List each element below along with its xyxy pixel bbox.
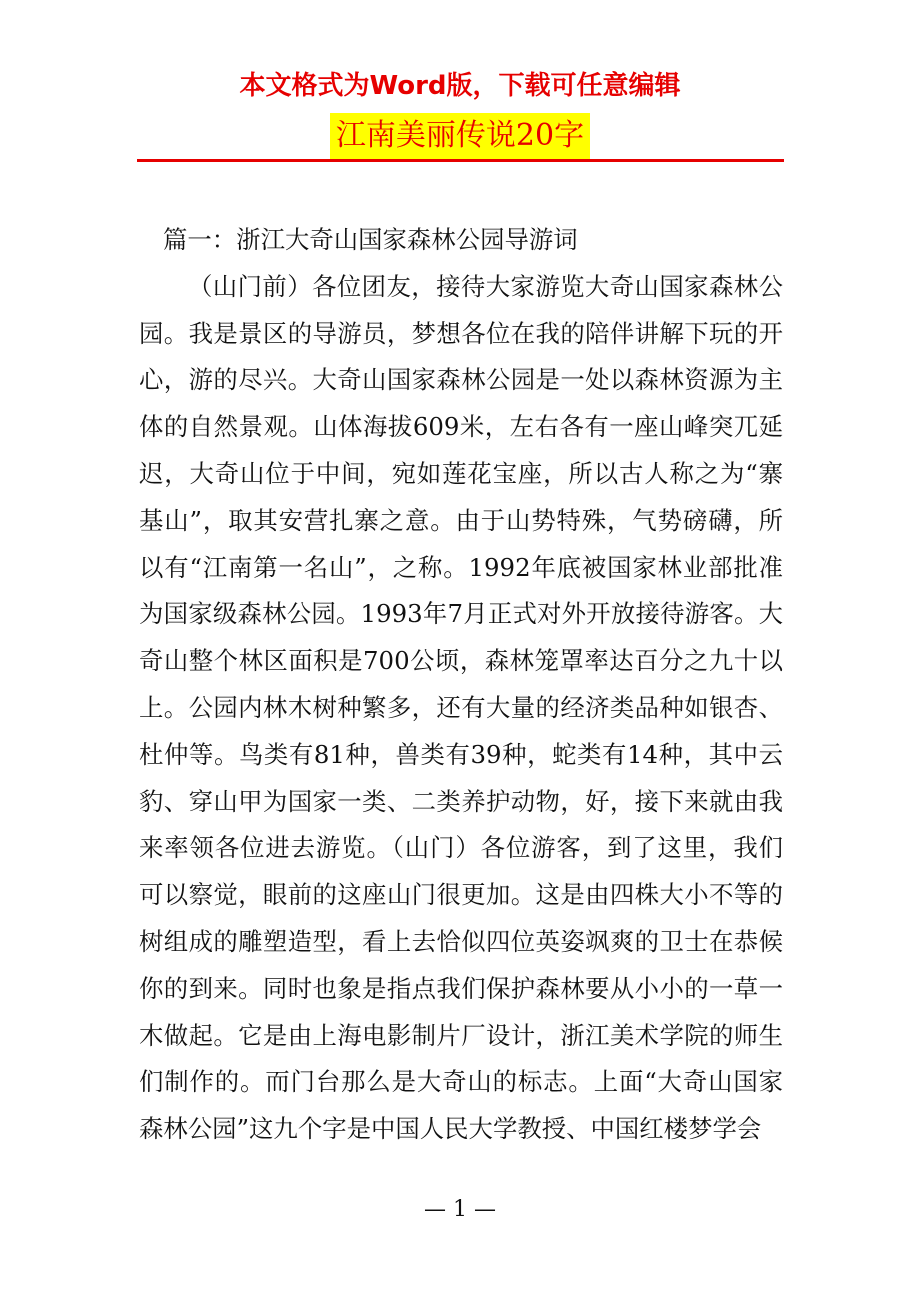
document-title: 江南美丽传说20字 xyxy=(330,113,590,159)
document-body xyxy=(139,217,783,1153)
section-heading: 篇一：浙江大奇山国家森林公园导游词 xyxy=(163,225,578,254)
title-divider xyxy=(137,159,784,162)
format-notice-banner: 本文格式为Word版，下载可任意编辑 xyxy=(239,71,681,101)
title-container xyxy=(0,113,920,159)
body-paragraph: （山门前）各位团友，接待大家游览大奇山国家森林公园。我是景区的导游员，梦想各位在我的陪伴讲解下玩的开心，游的尽兴。大奇山国家森林公园是一处以森林资源为主体的自然景观。山体海拔609米，左右各有一座山峰突兀延迟，大奇山位于中间，宛如莲花宝座，所以古人称之为“寨基山”，取其安营扎寨之意。由于山势特殊，气势磅礴，所以有“江南第一名山”，之称。1992年底被国家林业部批准为国家级森林公园。1993年7月正式对外开放接待游客。大奇山整个林区面积是700公顷，森林笼罩率达百分之九十以上。公园内林木树种繁多，还有大量的经济类品种如银杏、杜仲等。鸟类有81种，兽类有39种，蛇类有14种，其中云豹、穿山甲为国家一类、二类养护动物，好，接下来就由我来率领各位进去游览。（山门）各位游客，到了这里，我们可以察觉，眼前的这座山门很更加。这是由四株大小不等的树组成的雕塑造型，看上去恰似四位英姿飒爽的卫士在恭候你的到来。同时也象是指点我们保护森林要从小小的一草一木做起。它是由上海电影制片厂设计，浙江美术学院的师生们制作的。而门台那么是大奇山的标志。上面“大奇山国家森林公园”这九个字是中国人民大学教授、中国红楼梦学会 xyxy=(139,271,783,1144)
page-number: — 1 — xyxy=(424,1197,496,1222)
